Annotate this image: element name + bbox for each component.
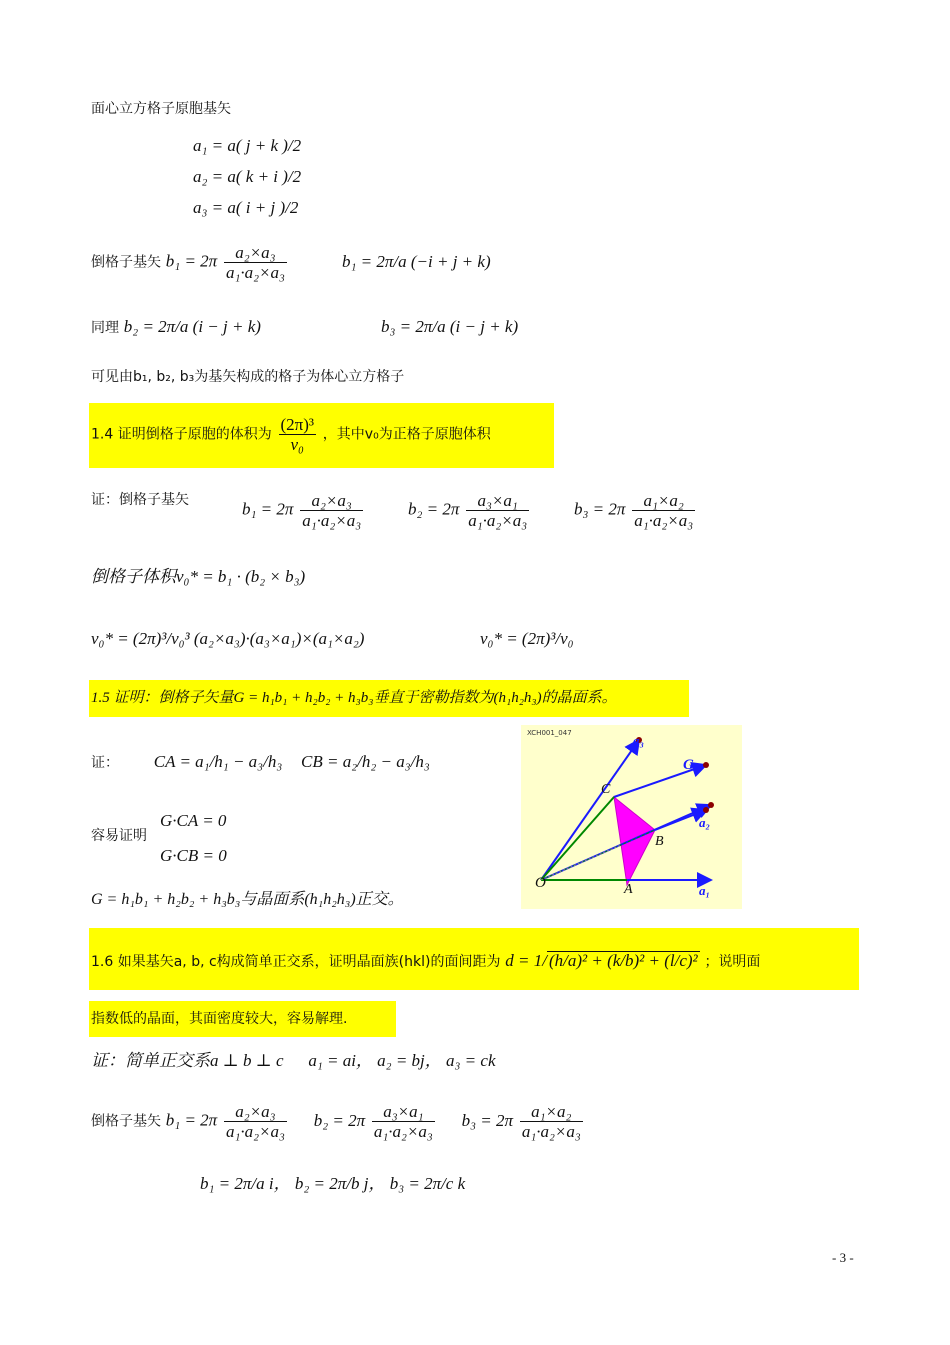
recip16-b3-num: a₁×a₂ bbox=[520, 1103, 583, 1122]
recip16-b3-frac bbox=[520, 1103, 583, 1140]
b3-def-frac bbox=[632, 492, 695, 529]
g-dot-cb: G·CB = 0 bbox=[160, 846, 227, 865]
b2-result: b₂ = 2π/a (i − j + k) bbox=[123, 317, 261, 336]
conclusion-text: 可见由b₁, b₂, b₃为基矢构成的格子为体心立方格子 bbox=[91, 369, 405, 385]
oc-segment bbox=[541, 797, 614, 880]
recip16-b3: b₃ = 2π bbox=[461, 1110, 514, 1130]
recip16-b2-den: a₁·a₂×a₃ bbox=[373, 1122, 433, 1141]
proof15-label: 证： bbox=[91, 755, 119, 771]
b1-fraction bbox=[224, 244, 287, 281]
q14-frac-den: v₀ bbox=[290, 435, 304, 454]
q16-text: 1.6 如果基矢a, b, c构成简单正交系，证明晶面族(hkl)的面间距为 bbox=[91, 954, 501, 970]
proof16-line bbox=[91, 1052, 496, 1069]
label-a2: a₂ bbox=[699, 815, 711, 830]
q14-tail: ，其中v₀为正格子原胞体积 bbox=[322, 426, 491, 443]
recip16-b1-num: a₂×a₃ bbox=[224, 1103, 287, 1122]
q14-fraction bbox=[279, 416, 317, 453]
b3-def bbox=[574, 492, 697, 529]
same-label: 同理 bbox=[91, 320, 119, 336]
recip16-b3-den: a₁·a₂×a₃ bbox=[521, 1122, 581, 1141]
ortho-basis: a₁ = ai， a₂ = bj， a₃ = ck bbox=[308, 1051, 496, 1070]
recip16-b2: b₂ = 2π bbox=[313, 1110, 366, 1130]
b1-def-2-num: a₂×a₃ bbox=[300, 492, 363, 511]
label-a3: a₃ bbox=[633, 733, 645, 748]
volume-expand: v₀* = (2π)³/v₀³ (a₂×a₃)·(a₃×a₁)×(a₁×a₂) bbox=[91, 629, 365, 648]
b2-def-den: a₁·a₂×a₃ bbox=[468, 511, 528, 530]
volume-result: v₀* = (2π)³/v₀ bbox=[480, 629, 574, 648]
q14-frac-num: (2π)³ bbox=[280, 415, 315, 434]
proof15-line bbox=[91, 753, 430, 770]
b1-def-2-lhs: b₁ = 2π bbox=[242, 499, 294, 519]
b2-def-lhs: b₂ = 2π bbox=[408, 499, 460, 519]
q14-text: 1.4 证明倒格子原胞的体积为 bbox=[91, 426, 272, 443]
b1-def-2-den: a₁·a₂×a₃ bbox=[302, 511, 362, 530]
b1-def-2-frac bbox=[300, 492, 363, 529]
reciprocal-label: 倒格子基矢 bbox=[91, 254, 161, 271]
lattice-plane-figure bbox=[521, 725, 742, 909]
b1-def: b₁ = 2π bbox=[165, 251, 218, 271]
a2-tip-dot bbox=[708, 802, 714, 808]
label-g: G bbox=[683, 757, 694, 773]
q16-distance: d = 1/ (h/a)² + (k/b)² + (l/c)² bbox=[505, 951, 698, 970]
recip16-line bbox=[91, 1103, 585, 1140]
proof14-line bbox=[91, 492, 189, 507]
label-b: B bbox=[655, 834, 664, 849]
label-a1: a₁ bbox=[699, 883, 711, 898]
b3-def-num: a₁×a₂ bbox=[632, 492, 695, 511]
page-number: - 3 - bbox=[832, 1250, 854, 1265]
q15-text: 1.5 证明：倒格子矢量G = h₁b₁ + h₂b₂ + h₃b₃垂直于密勒指数为(h₁h₂h₃)的晶面系。 bbox=[91, 690, 617, 706]
g-dot-ca: G·CA = 0 bbox=[160, 811, 227, 830]
recip16-b2-frac bbox=[372, 1103, 435, 1140]
recip16-b1: b₁ = 2π bbox=[165, 1110, 218, 1130]
label-c: C bbox=[601, 782, 611, 797]
recip16-label: 倒格子基矢 bbox=[91, 1113, 161, 1130]
b3-def-den: a₁·a₂×a₃ bbox=[634, 511, 694, 530]
b-results: b₁ = 2π/a i， b₂ = 2π/b j， b₃ = 2π/c k bbox=[200, 1174, 466, 1193]
recip16-b1-frac bbox=[224, 1103, 287, 1140]
b1-denominator: a₁·a₂×a₃ bbox=[225, 263, 285, 282]
proof-label: 证：倒格子基矢 bbox=[91, 492, 189, 508]
g-tip-dot bbox=[703, 762, 709, 768]
fig-caption: XCH001_047 bbox=[527, 729, 572, 737]
recip16-b2-num: a₃×a₁ bbox=[372, 1103, 435, 1122]
q16-line2: 指数低的晶面，其面密度较大，容易解理. bbox=[91, 1011, 348, 1027]
q16-tail: ；说明面 bbox=[704, 954, 761, 970]
g-orthogonal: G = h₁b₁ + h₂b₂ + h₃b₃与晶面系(h₁h₂h₃)正交。 bbox=[91, 891, 404, 908]
fcc-title: 面心立方格子原胞基矢 bbox=[91, 101, 231, 117]
ca-equation: CA = a₁/h₁ − a₃/h₃ bbox=[153, 752, 283, 771]
proof16-text: 证：简单正交系a ⊥ b ⊥ c bbox=[91, 1051, 284, 1070]
b3-result: b₃ = 2π/a (i − j + k) bbox=[381, 317, 519, 336]
b2-def-num: a₃×a₁ bbox=[466, 492, 529, 511]
label-o: O bbox=[535, 875, 546, 891]
b1-numerator: a₂×a₃ bbox=[224, 244, 287, 263]
b1-def-2 bbox=[242, 492, 365, 529]
fcc-a2: a₂ = a( k + i )/2 bbox=[193, 167, 302, 186]
b2-line bbox=[91, 318, 261, 335]
b1-result: b₁ = 2π/a (−i + j + k) bbox=[342, 252, 491, 271]
easy-label: 容易证明 bbox=[91, 828, 147, 844]
label-a: A bbox=[624, 882, 633, 897]
q14-line bbox=[91, 416, 491, 453]
fcc-a3: a₃ = a( i + j )/2 bbox=[193, 198, 299, 217]
cb-equation: CB = a₂/h₂ − a₃/h₃ bbox=[301, 752, 430, 771]
recip16-b1-den: a₁·a₂×a₃ bbox=[225, 1122, 285, 1141]
volume-def: 倒格子体积v₀* = b₁ · (b₂ × b₃) bbox=[91, 567, 306, 586]
b2-def bbox=[408, 492, 531, 529]
lattice-plane-svg bbox=[521, 725, 742, 909]
b2-def-frac bbox=[466, 492, 529, 529]
b1-definition-line bbox=[91, 244, 289, 281]
g2-tip-dot bbox=[703, 807, 709, 813]
b3-def-lhs: b₃ = 2π bbox=[574, 499, 626, 519]
miller-plane-triangle bbox=[614, 797, 655, 885]
q16-line1 bbox=[91, 951, 760, 969]
fcc-a1: a₁ = a( j + k )/2 bbox=[193, 136, 302, 155]
